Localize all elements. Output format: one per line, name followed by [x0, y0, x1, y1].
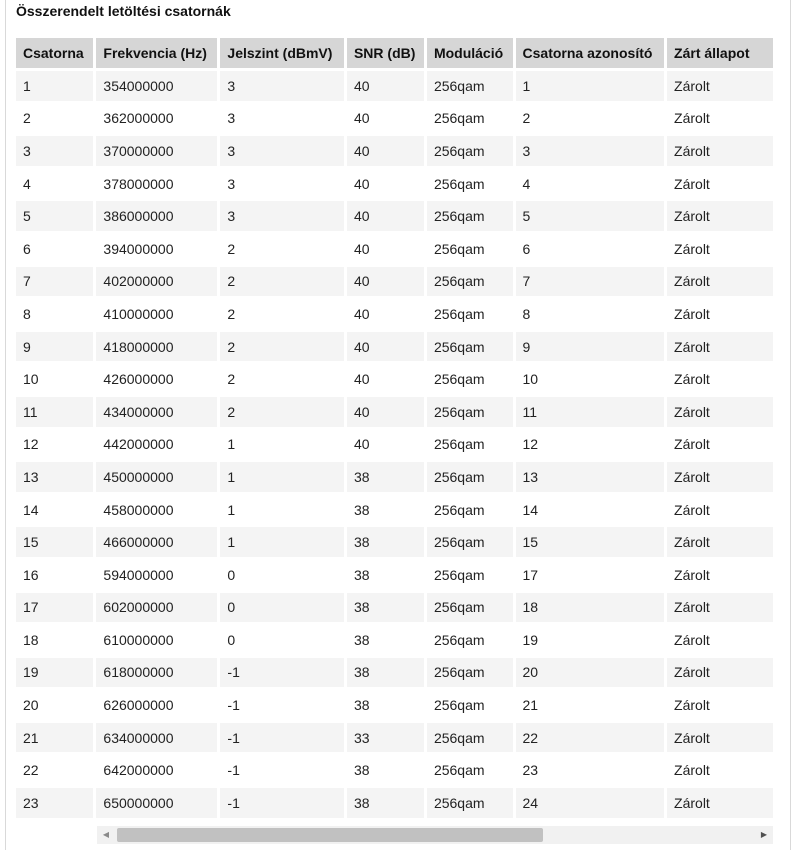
- cell-channel-id: 1: [516, 71, 665, 101]
- cell-modulation: 256qam: [427, 527, 513, 557]
- cell-power-level: 3: [220, 104, 344, 134]
- cell-lock-status: Zárolt: [667, 169, 773, 199]
- scrollbar-thumb[interactable]: [117, 828, 543, 842]
- cell-modulation: 256qam: [427, 201, 513, 231]
- cell-lock-status: Zárolt: [667, 690, 773, 720]
- table-row: [16, 690, 773, 720]
- cell-snr: 40: [347, 104, 424, 134]
- table-row: [16, 658, 773, 688]
- cell-lock-status: Zárolt: [667, 332, 773, 362]
- cell-modulation: 256qam: [427, 332, 513, 362]
- cell-frequency: 642000000: [96, 755, 217, 785]
- cell-frequency: 386000000: [96, 201, 217, 231]
- table-row: [16, 332, 773, 362]
- cell-lock-status: Zárolt: [667, 136, 773, 166]
- cell-power-level: -1: [220, 690, 344, 720]
- cell-power-level: 2: [220, 267, 344, 297]
- cell-snr: 40: [347, 71, 424, 101]
- cell-channel: 19: [16, 658, 93, 688]
- table-row: [16, 495, 773, 525]
- cell-frequency: 378000000: [96, 169, 217, 199]
- cell-frequency: 594000000: [96, 560, 217, 590]
- cell-power-level: 1: [220, 462, 344, 492]
- cell-channel-id: 7: [516, 267, 665, 297]
- cell-modulation: 256qam: [427, 169, 513, 199]
- table-row: [16, 397, 773, 427]
- cell-modulation: 256qam: [427, 397, 513, 427]
- cell-snr: 38: [347, 788, 424, 818]
- cell-channel-id: 20: [516, 658, 665, 688]
- cell-modulation: 256qam: [427, 104, 513, 134]
- cell-channel-id: 23: [516, 755, 665, 785]
- cell-modulation: 256qam: [427, 723, 513, 753]
- cell-channel: 7: [16, 267, 93, 297]
- cell-snr: 40: [347, 299, 424, 329]
- cell-channel: 22: [16, 755, 93, 785]
- cell-power-level: 3: [220, 71, 344, 101]
- cell-modulation: 256qam: [427, 136, 513, 166]
- cell-power-level: 2: [220, 397, 344, 427]
- scroll-right-arrow-icon[interactable]: ▶: [760, 830, 768, 839]
- cell-frequency: 466000000: [96, 527, 217, 557]
- cell-frequency: 394000000: [96, 234, 217, 264]
- cell-lock-status: Zárolt: [667, 495, 773, 525]
- channel-table-scroll-area[interactable]: [16, 38, 776, 818]
- cell-channel: 17: [16, 593, 93, 623]
- cell-modulation: 256qam: [427, 560, 513, 590]
- cell-frequency: 610000000: [96, 625, 217, 655]
- cell-snr: 38: [347, 495, 424, 525]
- cell-channel: 12: [16, 430, 93, 460]
- table-row: [16, 104, 773, 134]
- table-row: [16, 267, 773, 297]
- cell-modulation: 256qam: [427, 625, 513, 655]
- section-title: Összerendelt letöltési csatornák: [16, 3, 231, 19]
- cell-channel: 10: [16, 364, 93, 394]
- cell-channel: 20: [16, 690, 93, 720]
- cell-modulation: 256qam: [427, 299, 513, 329]
- table-row: [16, 625, 773, 655]
- cell-channel-id: 6: [516, 234, 665, 264]
- cell-frequency: 370000000: [96, 136, 217, 166]
- cell-frequency: 458000000: [96, 495, 217, 525]
- cell-lock-status: Zárolt: [667, 430, 773, 460]
- cell-snr: 40: [347, 430, 424, 460]
- scroll-left-arrow-icon[interactable]: ◀: [102, 830, 110, 839]
- cell-snr: 38: [347, 755, 424, 785]
- cell-channel: 9: [16, 332, 93, 362]
- cell-frequency: 442000000: [96, 430, 217, 460]
- cell-frequency: 626000000: [96, 690, 217, 720]
- cell-power-level: 2: [220, 332, 344, 362]
- table-header-row: [16, 38, 773, 68]
- cell-channel-id: 19: [516, 625, 665, 655]
- cell-power-level: -1: [220, 788, 344, 818]
- column-header-snr: SNR (dB): [347, 38, 424, 68]
- cell-channel: 13: [16, 462, 93, 492]
- cell-channel: 21: [16, 723, 93, 753]
- cell-frequency: 634000000: [96, 723, 217, 753]
- cell-snr: 38: [347, 527, 424, 557]
- cell-lock-status: Zárolt: [667, 267, 773, 297]
- cell-lock-status: Zárolt: [667, 462, 773, 492]
- cell-lock-status: Zárolt: [667, 364, 773, 394]
- cell-power-level: 3: [220, 136, 344, 166]
- cell-frequency: 426000000: [96, 364, 217, 394]
- column-header-modulation: Moduláció: [427, 38, 513, 68]
- cell-frequency: 602000000: [96, 593, 217, 623]
- cell-frequency: 650000000: [96, 788, 217, 818]
- cell-frequency: 418000000: [96, 332, 217, 362]
- cell-snr: 38: [347, 690, 424, 720]
- cell-lock-status: Zárolt: [667, 234, 773, 264]
- cell-channel-id: 4: [516, 169, 665, 199]
- cell-channel: 14: [16, 495, 93, 525]
- cell-channel-id: 12: [516, 430, 665, 460]
- cell-channel-id: 21: [516, 690, 665, 720]
- cell-snr: 40: [347, 332, 424, 362]
- table-row: [16, 136, 773, 166]
- cell-channel: 1: [16, 71, 93, 101]
- cell-channel: 5: [16, 201, 93, 231]
- column-header-channel: Csatorna: [16, 38, 93, 68]
- table-row: [16, 462, 773, 492]
- table-row: [16, 299, 773, 329]
- cell-channel: 16: [16, 560, 93, 590]
- cell-modulation: 256qam: [427, 267, 513, 297]
- cell-modulation: 256qam: [427, 593, 513, 623]
- cell-channel: 3: [16, 136, 93, 166]
- cell-snr: 38: [347, 462, 424, 492]
- cell-modulation: 256qam: [427, 495, 513, 525]
- cell-channel: 4: [16, 169, 93, 199]
- horizontal-scrollbar[interactable]: [97, 826, 773, 844]
- cell-modulation: 256qam: [427, 755, 513, 785]
- cell-power-level: 0: [220, 560, 344, 590]
- cell-channel-id: 2: [516, 104, 665, 134]
- table-row: [16, 788, 773, 818]
- cell-frequency: 362000000: [96, 104, 217, 134]
- cell-channel-id: 24: [516, 788, 665, 818]
- cell-lock-status: Zárolt: [667, 299, 773, 329]
- table-row: [16, 593, 773, 623]
- cell-power-level: 0: [220, 593, 344, 623]
- column-header-frequency: Frekvencia (Hz): [96, 38, 217, 68]
- cell-power-level: 2: [220, 299, 344, 329]
- cell-modulation: 256qam: [427, 658, 513, 688]
- cell-modulation: 256qam: [427, 462, 513, 492]
- cell-snr: 40: [347, 234, 424, 264]
- cell-modulation: 256qam: [427, 234, 513, 264]
- cell-channel: 6: [16, 234, 93, 264]
- cell-power-level: -1: [220, 723, 344, 753]
- table-row: [16, 364, 773, 394]
- table-row: [16, 201, 773, 231]
- cell-channel: 15: [16, 527, 93, 557]
- cell-lock-status: Zárolt: [667, 755, 773, 785]
- cell-power-level: 2: [220, 364, 344, 394]
- cell-frequency: 402000000: [96, 267, 217, 297]
- column-header-channel-id: Csatorna azonosító: [516, 38, 665, 68]
- cell-power-level: 1: [220, 430, 344, 460]
- cell-channel-id: 11: [516, 397, 665, 427]
- cell-snr: 40: [347, 136, 424, 166]
- cell-snr: 40: [347, 364, 424, 394]
- cell-snr: 38: [347, 560, 424, 590]
- cell-power-level: 2: [220, 234, 344, 264]
- cell-power-level: -1: [220, 658, 344, 688]
- cell-channel-id: 8: [516, 299, 665, 329]
- table-row: [16, 234, 773, 264]
- cell-frequency: 410000000: [96, 299, 217, 329]
- cell-channel: 23: [16, 788, 93, 818]
- cell-lock-status: Zárolt: [667, 397, 773, 427]
- cell-lock-status: Zárolt: [667, 560, 773, 590]
- cell-channel-id: 15: [516, 527, 665, 557]
- cell-snr: 40: [347, 201, 424, 231]
- cell-channel-id: 13: [516, 462, 665, 492]
- cell-modulation: 256qam: [427, 71, 513, 101]
- table-row: [16, 527, 773, 557]
- cell-power-level: 1: [220, 495, 344, 525]
- cell-snr: 38: [347, 625, 424, 655]
- cell-snr: 40: [347, 169, 424, 199]
- column-header-power-level: Jelszint (dBmV): [220, 38, 344, 68]
- cell-lock-status: Zárolt: [667, 104, 773, 134]
- cell-lock-status: Zárolt: [667, 625, 773, 655]
- table-row: [16, 755, 773, 785]
- cell-power-level: 3: [220, 169, 344, 199]
- table-row: [16, 169, 773, 199]
- table-row: [16, 71, 773, 101]
- cell-modulation: 256qam: [427, 430, 513, 460]
- cell-modulation: 256qam: [427, 690, 513, 720]
- cell-power-level: -1: [220, 755, 344, 785]
- column-header-lock-status: Zárt állapot: [667, 38, 773, 68]
- cell-channel-id: 17: [516, 560, 665, 590]
- cell-lock-status: Zárolt: [667, 527, 773, 557]
- cell-snr: 38: [347, 658, 424, 688]
- cell-channel: 18: [16, 625, 93, 655]
- cell-lock-status: Zárolt: [667, 71, 773, 101]
- cell-snr: 40: [347, 267, 424, 297]
- cell-snr: 33: [347, 723, 424, 753]
- cell-channel-id: 3: [516, 136, 665, 166]
- table-row: [16, 723, 773, 753]
- cell-frequency: 450000000: [96, 462, 217, 492]
- cell-lock-status: Zárolt: [667, 788, 773, 818]
- cell-lock-status: Zárolt: [667, 723, 773, 753]
- table-row: [16, 430, 773, 460]
- cell-power-level: 0: [220, 625, 344, 655]
- cell-modulation: 256qam: [427, 364, 513, 394]
- cell-frequency: 354000000: [96, 71, 217, 101]
- cell-lock-status: Zárolt: [667, 658, 773, 688]
- cell-channel-id: 5: [516, 201, 665, 231]
- cell-channel: 2: [16, 104, 93, 134]
- cell-modulation: 256qam: [427, 788, 513, 818]
- cell-power-level: 1: [220, 527, 344, 557]
- table-row: [16, 560, 773, 590]
- cell-channel-id: 9: [516, 332, 665, 362]
- cell-channel: 8: [16, 299, 93, 329]
- cell-channel-id: 18: [516, 593, 665, 623]
- cell-power-level: 3: [220, 201, 344, 231]
- cell-lock-status: Zárolt: [667, 593, 773, 623]
- cell-channel-id: 10: [516, 364, 665, 394]
- cell-snr: 38: [347, 593, 424, 623]
- cell-channel: 11: [16, 397, 93, 427]
- downstream-channel-table: [16, 38, 776, 818]
- cell-frequency: 618000000: [96, 658, 217, 688]
- cell-channel-id: 14: [516, 495, 665, 525]
- cell-snr: 40: [347, 397, 424, 427]
- cell-lock-status: Zárolt: [667, 201, 773, 231]
- cell-channel-id: 22: [516, 723, 665, 753]
- cell-frequency: 434000000: [96, 397, 217, 427]
